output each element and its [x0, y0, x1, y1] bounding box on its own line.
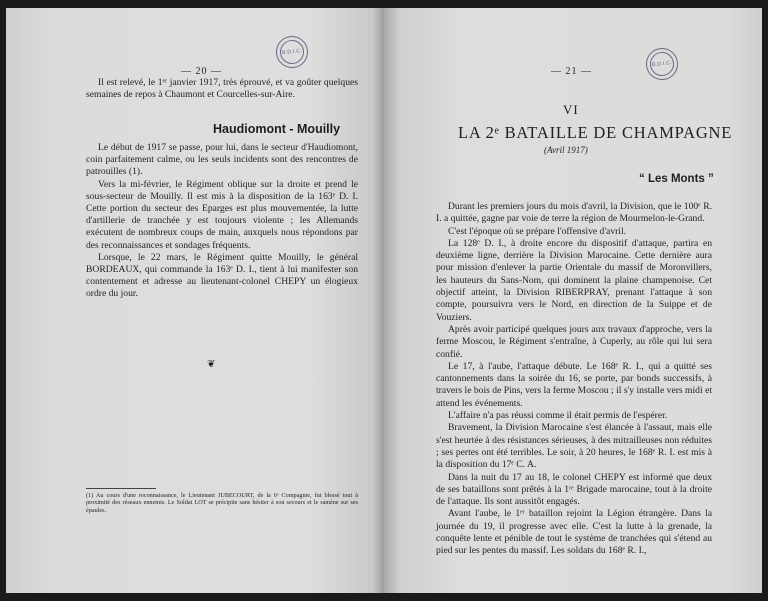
stamp-inner: B.D.I.C. — [279, 39, 305, 65]
paragraph: Le 17, à l'aube, l'attaque débute. Le 168ᵉ R. I., qui a quitté ses cantonnements dans la soirée du 16, se porte, par bonds successifs, à travers le bois de Pins, vers la ferme Moscou ; il s'y installe vers midi et attend les événements. — [436, 360, 712, 409]
subsection-title: “ Les Monts ” — [639, 173, 714, 185]
book-spread — [6, 8, 762, 593]
section-title: Haudiomont - Mouilly — [213, 122, 341, 136]
paragraph: Lorsque, le 22 mars, le Régiment quitte Mouilly, le général BORDEAUX, qui commande la 163ᵉ D. I., tient à lui manifester son contentement et adresse au lieutenant-colonel CHEPY un élogieux ordre du jour. — [86, 251, 358, 300]
paragraph: Après avoir participé quelques jours aux travaux d'approche, vers la ferme Moscou, le Régiment s'entraîne, à Cuperly, au rôle qui lui sera confié. — [436, 323, 712, 360]
stamp-inner: B.D.I.C. — [649, 51, 675, 77]
paragraph: Bravement, la Division Marocaine s'est élancée à l'assaut, mais elle s'est heurtée à des résistances sérieuses, à des mitrailleuses non réduites ; ses pertes ont été terribles. Le soir, à 20 heures, le 168ᵉ R. I. est mis à la disposition du 17ᵉ C. A. — [436, 422, 712, 471]
page-number: — 21 — — [551, 66, 592, 77]
paragraph: Le début de 1917 se passe, pour lui, dans le secteur d'Haudiomont, coin parfaitement calme, ou les seuls incidents sont des rencontres de patrouilles (1). — [86, 142, 358, 178]
paragraph: Durant les premiers jours du mois d'avril, la Division, que le 100ᵉ R. I. a quittée, gagne par voie de terre la région de Mourmelon-le-Grand. — [436, 201, 712, 225]
paragraph: L'affaire n'a pas réussi comme il était permis de l'espérer. — [448, 410, 668, 422]
page-number: — 20 — — [181, 66, 222, 77]
intro-paragraph — [86, 77, 358, 101]
left-page — [6, 8, 384, 593]
paragraph: La 128ᵉ D. I., à droite encore du dispositif d'attaque, partira en deuxième ligne, derrière la Division Marocaine. Cette dernière aura pour mission d'enlever la partie Orientale du massif de Moronvillers, les hauteurs du Sans-Nom, qui dominent la plaine champenoise. Cet objectif atteint, la Division RIBERPRAY, prenant l'attaque à son compte, poursuivra vers le Nord, en direction de la Suippe et de Vouziers. — [436, 237, 712, 323]
footnote-rule — [86, 488, 156, 489]
footnote-text: (1) Au cours d'une reconnaissance, le Lieutenant JUBECOURT, de la 6ᵉ Compagnie, fut blessé tout à proximité des réseaux ennemis. Le Soldat LOT se précipite sans hésiter à son secours et le ramène sur ses épaules. — [86, 492, 358, 514]
library-stamp — [644, 46, 679, 81]
chapter-number: VI — [563, 102, 579, 117]
right-body — [436, 201, 712, 558]
right-page — [384, 8, 762, 593]
ornament-icon: ❦ — [207, 359, 216, 370]
paragraph: Dans la nuit du 17 au 18, le colonel CHEPY est informé que deux de ses bataillons sont prêtés à la 1ʳᵉ Brigade marocaine, tout à la droite de l'attaque. Ils sont aussitôt engagés. — [436, 471, 712, 508]
chapter-date: (Avril 1917) — [544, 145, 588, 155]
paragraph: C'est l'époque où se prépare l'offensive d'avril. — [448, 225, 627, 237]
chapter-title: LA 2ᵉ BATAILLE DE CHAMPAGNE — [458, 123, 733, 142]
left-body — [86, 142, 358, 301]
paragraph: Avant l'aube, le 1ᵉʳ bataillon rejoint la Légion étrangère. Dans la journée du 19, il progresse avec elle. C'est la lutte à la grenade, la conquête lente et pénible de tout le système de tranchées qui s'étend au pied sur les pentes du massif. Les soldats du 168ᵉ R. I., — [436, 508, 712, 557]
library-stamp — [274, 34, 309, 69]
paragraph: Vers la mi-février, le Régiment oblique sur la droite et prend le sous-secteur de Mouilly. Il est mis à la disposition de la 163ᵉ D. I. Cette portion du secteur des Eparges est plus mouvementée, la lutte d'artillerie de tranchée y est toujours violente ; les Allemands exécutent de nombreux coups de main, auxquels nous répondons par des reconnaissances et sondages fréquents. — [86, 178, 358, 251]
intro-text: Il est relevé, le 1ᵉʳ janvier 1917, très éprouvé, et va goûter quelques semaines de repos à Chaumont et Courcelles-sur-Aire. — [86, 77, 358, 101]
footnote — [86, 492, 358, 514]
